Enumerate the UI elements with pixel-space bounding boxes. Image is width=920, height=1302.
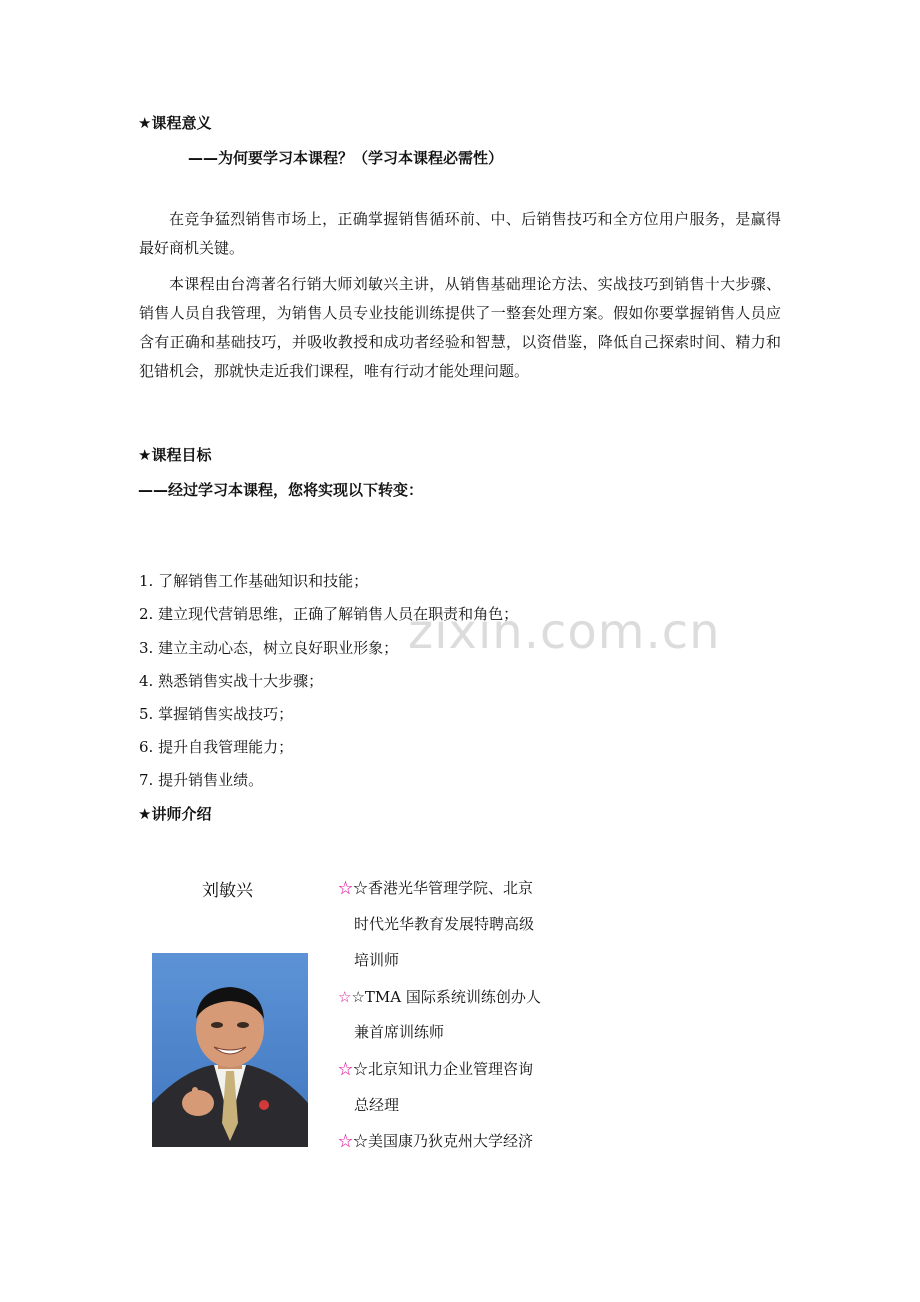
bio-line-4 (338, 987, 541, 1007)
course-meaning-paragraph-2: 本课程由台湾著名行销大师刘敏兴主讲，从销售基础理论方法、实战技巧到销售十大步骤、销售人员自我管理，为销售人员专业技能训练提供了一整套处理方案。假如你要掌握销售人员应含有正确和基础技巧，并吸收教授和成功者经验和智慧，以资借鉴，降低自己探索时间、精力和犯错机会，那就快走近我们课程，唯有行动才能处理问题。 (139, 275, 781, 380)
bio-text: ☆香港光华管理学院、北京 (353, 879, 534, 897)
goal-item-7: 7. 提升销售业绩。 (139, 771, 264, 789)
goal-item-4: 4. 熟悉销售实战十大步骤； (139, 672, 324, 690)
goal-item-2: 2. 建立现代营销思维，正确了解销售人员在职责和角色； (139, 605, 519, 623)
bio-text: ☆北京知讯力企业管理咨询 (353, 1060, 534, 1078)
lecturer-name: 刘敏兴 (202, 881, 253, 901)
lecturer-heading: ★讲师介绍 (138, 805, 212, 823)
goal-item-6: 6. 提升自我管理能力； (139, 738, 294, 756)
course-meaning-paragraph-1: 在竞争猛烈销售市场上，正确掌握销售循环前、中、后销售技巧和全方位用户服务，是赢得最好商机关键。 (139, 210, 781, 257)
bio-text: 总经理 (354, 1096, 400, 1114)
bio-text: ☆美国康乃狄克州大学经济 (353, 1132, 534, 1150)
lecturer-photo (152, 953, 308, 1147)
bio-text: 培训师 (354, 951, 400, 969)
course-meaning-subheading: ——为何要学习本课程？（学习本课程必需性） (188, 149, 504, 167)
star-icon: ☆ (338, 1060, 354, 1078)
goal-item-3: 3. 建立主动心态，树立良好职业形象； (139, 639, 399, 657)
star-icon: ☆ (338, 988, 352, 1006)
goal-item-5: 5. 掌握销售实战技巧； (139, 705, 294, 723)
bio-line-2 (354, 914, 534, 934)
bio-line-3 (354, 950, 399, 970)
bio-line-7 (354, 1095, 399, 1115)
bio-line-8 (338, 1131, 533, 1151)
bio-line-5 (354, 1022, 444, 1042)
bio-text: 时代光华教育发展特聘高级 (354, 915, 535, 933)
star-icon: ☆ (338, 879, 354, 897)
bio-line-1 (338, 878, 533, 898)
goal-item-1: 1. 了解销售工作基础知识和技能； (139, 572, 369, 590)
course-goal-heading: ★课程目标 (138, 446, 212, 464)
bio-line-6 (338, 1059, 533, 1079)
course-goal-subheading: ——经过学习本课程，您将实现以下转变： (138, 481, 424, 499)
portrait-image (152, 953, 308, 1147)
star-icon: ☆ (338, 1132, 354, 1150)
bio-text: ☆TMA 国际系统训练创办人 (351, 988, 541, 1006)
bio-text: 兼首席训练师 (354, 1023, 445, 1041)
course-meaning-heading: ★课程意义 (138, 114, 212, 132)
watermark: zixin.com.cn (408, 604, 721, 660)
